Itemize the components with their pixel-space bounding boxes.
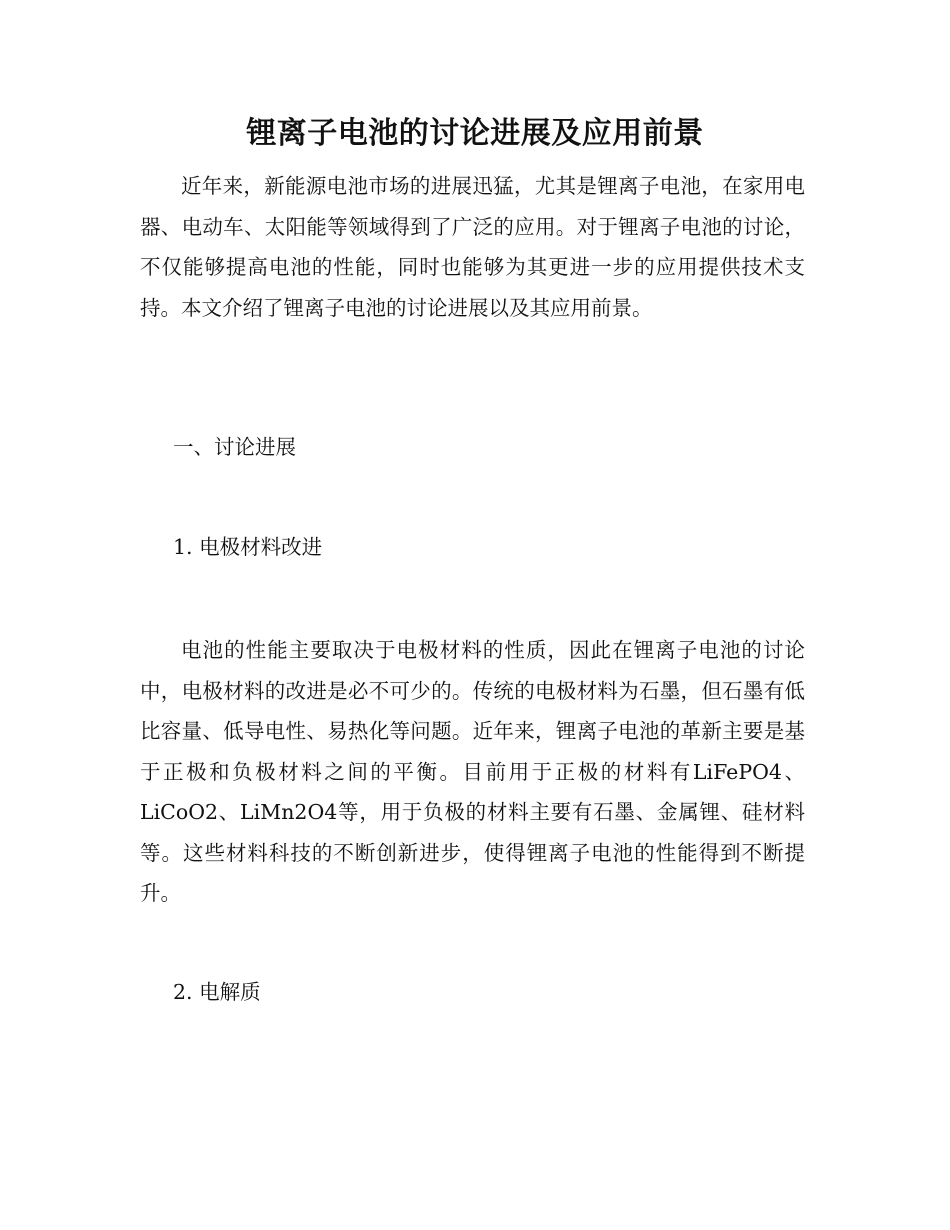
section-heading-research-progress: 一、讨论进展 xyxy=(173,435,296,459)
subsection-heading-electrode-materials: 1. 电极材料改进 xyxy=(173,535,323,559)
intro-paragraph: 近年来，新能源电池市场的进展迅猛，尤其是锂离子电池，在家用电器、电动车、太阳能等领域得到了广泛的应用。对于锂离子电池的讨论，不仅能够提高电池的性能，同时也能够为其更进一步的应用提供技术支持。本文介绍了锂离子电池的讨论进展以及其应用前景。 xyxy=(140,174,805,320)
subsection-heading-electrolyte: 2. 电解质 xyxy=(173,980,261,1004)
document-title: 锂离子电池的讨论进展及应用前景 xyxy=(246,116,704,151)
electrode-materials-paragraph: 电池的性能主要取决于电极材料的性质，因此在锂离子电池的讨论中，电极材料的改进是必不可少的。传统的电极材料为石墨，但石墨有低比容量、低导电性、易热化等问题。近年来，锂离子电池的革新主要是基于正极和负极材料之间的平衡。目前用于正极的材料有LiFePO4、LiCoO2、LiMn2O4等，用于负极的材料主要有石墨、金属锂、硅材料等。这些材料科技的不断创新进步，使得锂离子电池的性能得到不断提升。 xyxy=(140,638,805,905)
